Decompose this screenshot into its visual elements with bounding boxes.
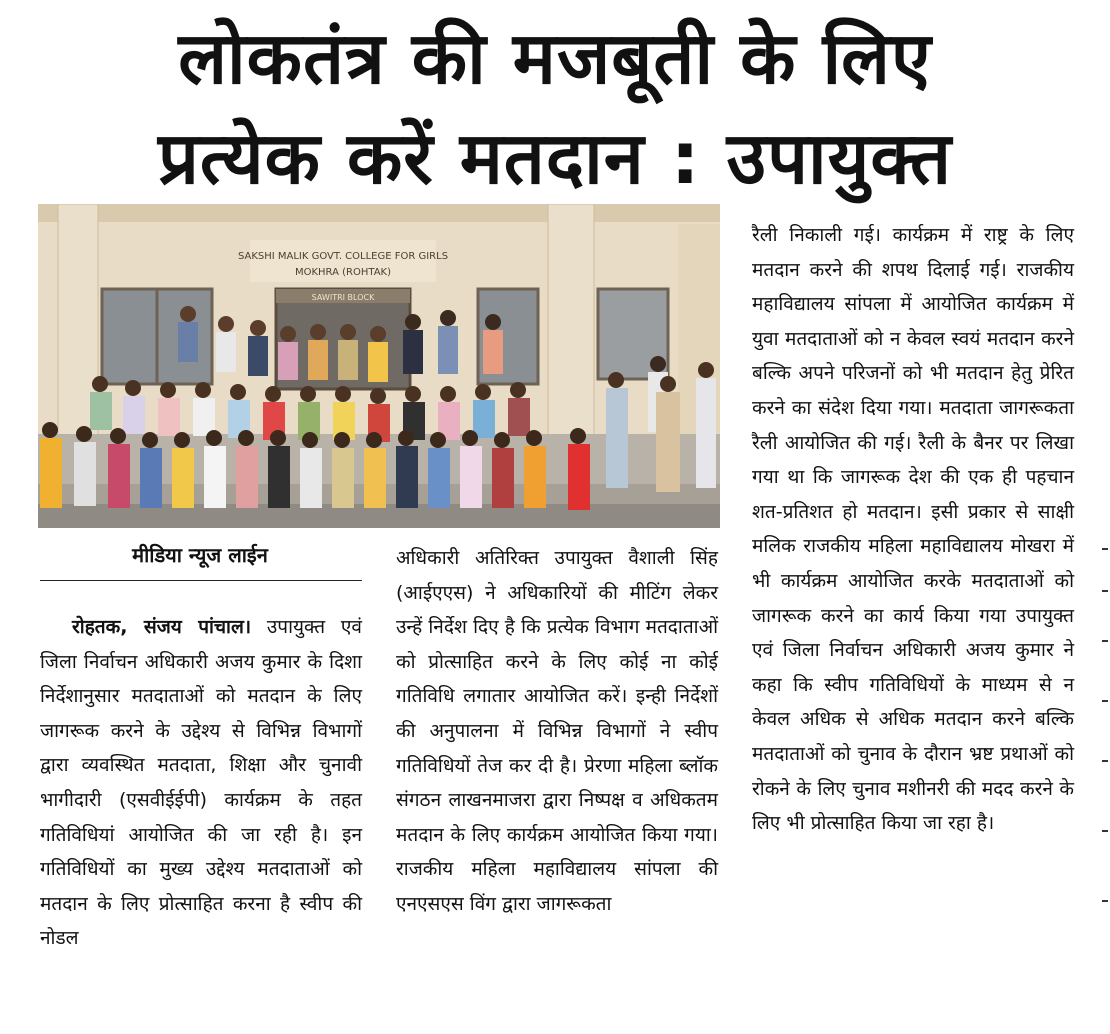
article-column-3 [752, 218, 1074, 841]
headline [0, 8, 1110, 208]
block-sign: SAWITRI BLOCK [311, 293, 375, 302]
article-column-2-text: अधिकारी अतिरिक्त उपायुक्त वैशाली सिंह (आईएएस) ने अधिकारियों की मीटिंग लेकर उन्हें निर्देश दिए है कि प्रत्येक विभाग मतदाताओं को प्रोत्साहित करने के लिए कोई ना कोई गतिविधि लगातार आयोजित करें। इन्ही निर्देशों की अनुपालना में विभिन्न विभागों ने स्वीप गतिविधियों तेज कर दी है। प्रेरणा महिला ब्लॉक संगठन लाखनमाजरा द्वारा निष्पक्ष व अधिकतम मतदान के लिए कार्यक्रम आयोजित किया गया। राजकीय महिला महाविद्यालय सांपला की एनएसएस विंग द्वारा जागरूकता [396, 547, 718, 915]
group-photo-illustration [38, 204, 720, 528]
edge-mark [1102, 700, 1108, 702]
article-paragraph-1 [40, 610, 362, 956]
edge-mark [1102, 590, 1108, 592]
edge-mark [1102, 760, 1108, 762]
dateline: रोहतक, संजय पांचाल। [72, 616, 252, 638]
college-sign-line-1: SAKSHI MALIK GOVT. COLLEGE FOR GIRLS [237, 251, 449, 262]
headline-line-2: प्रत्येक करें मतदान : उपायुक्त [157, 116, 953, 200]
edge-mark [1102, 548, 1108, 550]
edge-mark [1102, 640, 1108, 642]
edge-mark [1102, 900, 1108, 902]
people-front-row [40, 422, 590, 510]
headline-line-1: लोकतंत्र की मजबूती के लिए [178, 16, 932, 100]
edge-mark [1102, 830, 1108, 832]
byline: मीडिया न्यूज लाईन [132, 543, 268, 567]
article-column-1-text: उपायुक्त एवं जिला निर्वाचन अधिकारी अजय कुमार के दिशा निर्देशानुसार मतदाताओं को मतदान के लिए जागरूक करने के उद्देश्य से विभिन्न विभागों द्वारा व्यवस्थित मतदाता, शिक्षा और चुनावी भागीदारी (एसवीईईपी) कार्यक्रम के तहत गतिविधियां आयोजित की जा रही है। इन गतिविधियों का मुख्य उद्देश्य मतदाताओं को मतदान के लिए प्रोत्साहित करना है स्वीप की नोडल [40, 616, 362, 950]
group-photo [38, 204, 720, 528]
article-column-2 [396, 541, 718, 922]
article-column-3-text: रैली निकाली गई। कार्यक्रम में राष्ट्र के लिए मतदान करने की शपथ दिलाई गई। राजकीय महाविद्यालय सांपला में आयोजित कार्यक्रम में युवा मतदाताओं को न केवल स्वयं मतदान करने बल्कि अपने परिजनों को भी मतदान हेतु प्रेरित करने का संदेश दिया गया। मतदाता जागरूकता रैली आयोजित की गई। रैली के बैनर पर लिखा गया था कि जागरूक देश की एक ही पहचान शत-प्रतिशत हो मतदान। इसी प्रकार से साक्षी मलिक राजकीय महिला महाविद्यालय मोखरा में भी कार्यक्रम आयोजित करके मतदाताओं को जागरूक करने का कार्य किया गया उपायुक्त एवं जिला निर्वाचन अधिकारी अजय कुमार ने कहा कि स्वीप गतिविधियों के माध्यम से न केवल अधिक से अधिक मतदान करने बल्कि मतदाताओं को चुनाव के दौरान भ्रष्ट प्रथाओं को रोकने के लिए चुनाव मशीनरी की मदद करने के लिए भी प्रोत्साहित किया जा रहा है। [752, 224, 1074, 835]
college-sign-line-2: MOKHRA (ROHTAK) [294, 267, 392, 278]
article-column-1 [40, 610, 362, 956]
byline-divider [40, 580, 362, 581]
